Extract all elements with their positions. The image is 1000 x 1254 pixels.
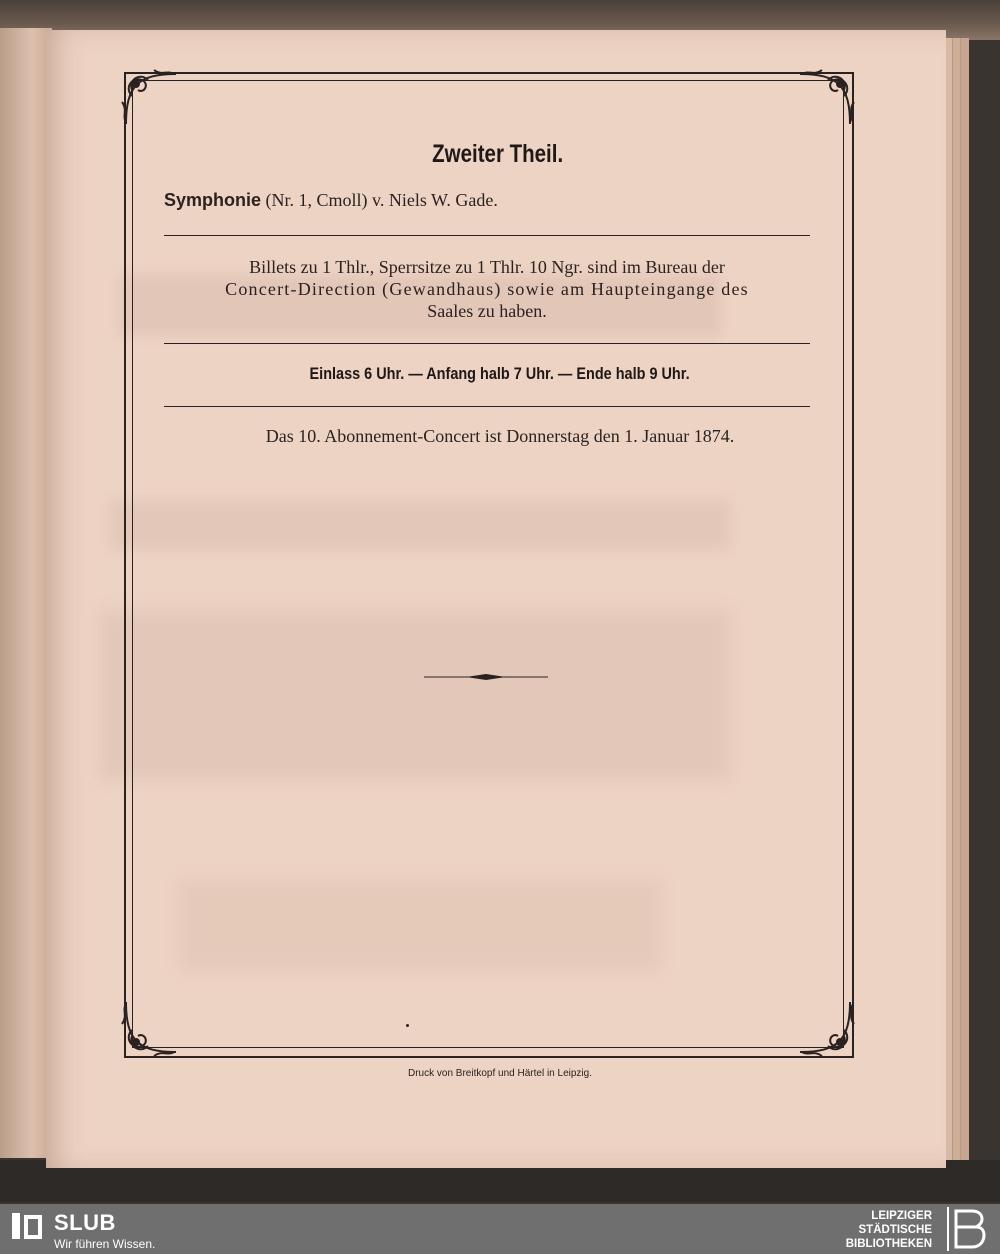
program-item-title: Symphonie: [164, 190, 262, 210]
slub-name: SLUB: [54, 1210, 116, 1235]
ticket-info: [164, 256, 810, 322]
page-stack-edge: [960, 38, 969, 1168]
ticket-info-line: Concert-Direction (Gewandhaus) sowie am Haupteingange des: [225, 279, 749, 299]
ticket-info-line: Saales zu haben.: [427, 301, 547, 321]
lsb-logo-icon: [946, 1207, 990, 1251]
times-info-text: Einlass 6 Uhr. — Anfang halb 7 Uhr. — Ende halb 9 Uhr.: [309, 364, 691, 383]
page-title: Zweiter Theil.: [432, 140, 564, 168]
divider: [164, 406, 810, 407]
slub-logo-icon: [12, 1213, 42, 1239]
ink-dot: [406, 1024, 409, 1027]
corner-ornament-icon: [118, 66, 184, 132]
ornamental-frame-inner: [132, 80, 844, 1048]
corner-ornament-icon: [118, 994, 184, 1060]
corner-ornament-icon: [792, 66, 858, 132]
footer-bar: [0, 1204, 1000, 1254]
ornament-rule-icon: [424, 673, 548, 681]
program-item-detail: (Nr. 1, Cmoll) v. Niels W. Gade.: [261, 190, 498, 210]
lsb-name: [846, 1209, 932, 1251]
lsb-name-line: STÄDTISCHE: [858, 1224, 932, 1236]
left-page-edge: [0, 28, 52, 1158]
lsb-name-line: BIBLIOTHEKEN: [845, 1238, 932, 1250]
divider: [164, 343, 810, 344]
printer-imprint: Druck von Breitkopf und Härtel in Leipzig.: [408, 1068, 592, 1079]
corner-ornament-icon: [792, 994, 858, 1060]
next-concert-notice: Das 10. Abonnement-Concert ist Donnerstag den 1. Januar 1874.: [265, 426, 735, 446]
divider: [164, 235, 810, 236]
lsb-name-line: LEIPZIGER: [871, 1210, 932, 1222]
slub-tagline: Wir führen Wissen.: [54, 1237, 156, 1251]
times-info: [0, 364, 1000, 384]
program-item: [164, 190, 498, 211]
ticket-info-line: Billets zu 1 Thlr., Sperrsitze zu 1 Thlr. 10 Ngr. sind im Bureau der: [249, 257, 725, 277]
